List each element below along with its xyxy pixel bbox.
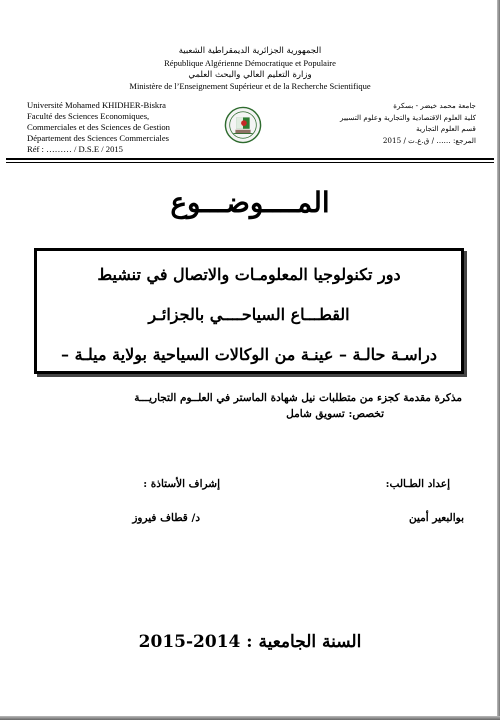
university-logo-icon — [224, 106, 262, 144]
subject-heading: المــــوضـــوع — [170, 186, 330, 219]
university-name: Université Mohamed KHIDHER-Biskra — [27, 100, 166, 110]
ministry-arabic: وزارة التعليم العالي والبحث العلمي — [188, 70, 312, 80]
header-divider-thin — [6, 162, 494, 163]
thesis-title-line1: دور تكنولوجيا المعلومـات والاتصال في تنشيط — [97, 265, 401, 284]
supervision-label: إشراف الأستاذة : — [143, 478, 220, 490]
page-shadow-bottom — [0, 716, 500, 720]
thesis-title-line3: دراسـة حالـة – عينـة من الوكالات السياحية بولاية ميلـة – — [61, 345, 437, 364]
prepared-by-label: إعداد الطـالب: — [385, 478, 450, 490]
university-name-arabic: جامعة محمد خيضر - بسكرة — [393, 101, 476, 110]
republic-french: République Algérienne Démocratique et Populaire — [164, 58, 336, 68]
university-block-arabic — [276, 100, 476, 146]
university-block-french — [27, 100, 227, 155]
reference-number-arabic: المرجع: …… / ق.ع.ت / 2015 — [382, 135, 476, 145]
academic-year: السنة الجامعية : 2014-2015 — [138, 632, 362, 652]
department-name: Département des Sciences Commerciales — [27, 133, 169, 143]
student-name: بوالبعير أمين — [408, 512, 464, 524]
faculty-name-line1: Faculté des Sciences Economiques, — [27, 111, 150, 121]
reference-number: Réf : ……… / D.S.E / 2015 — [27, 144, 123, 154]
department-name-arabic: قسم العلوم التجارية — [416, 124, 476, 133]
memo-description: مذكرة مقدمة كجزء من متطلبات نيل شهادة الماستر في العلــوم التجاريـــة — [134, 392, 462, 404]
ministry-french: Ministère de l’Enseignement Supérieur et de la Recherche Scientifique — [129, 81, 371, 91]
supervisor-name: د/ قطاف فيروز — [132, 512, 200, 524]
republic-arabic: الجمهورية الجزائرية الديمقراطية الشعبية — [178, 46, 322, 56]
header-divider — [6, 158, 494, 160]
thesis-title-line2: القطـــاع السياحــــي بالجزائـر — [148, 305, 350, 324]
faculty-name-line2: Commerciales et des Sciences de Gestion — [27, 122, 170, 132]
thesis-title-box — [34, 248, 464, 374]
faculty-name-arabic: كلية العلوم الاقتصادية والتجارية وعلوم التسيير — [340, 112, 476, 122]
specialty-label: تخصص: تسويق شامل — [286, 408, 384, 420]
